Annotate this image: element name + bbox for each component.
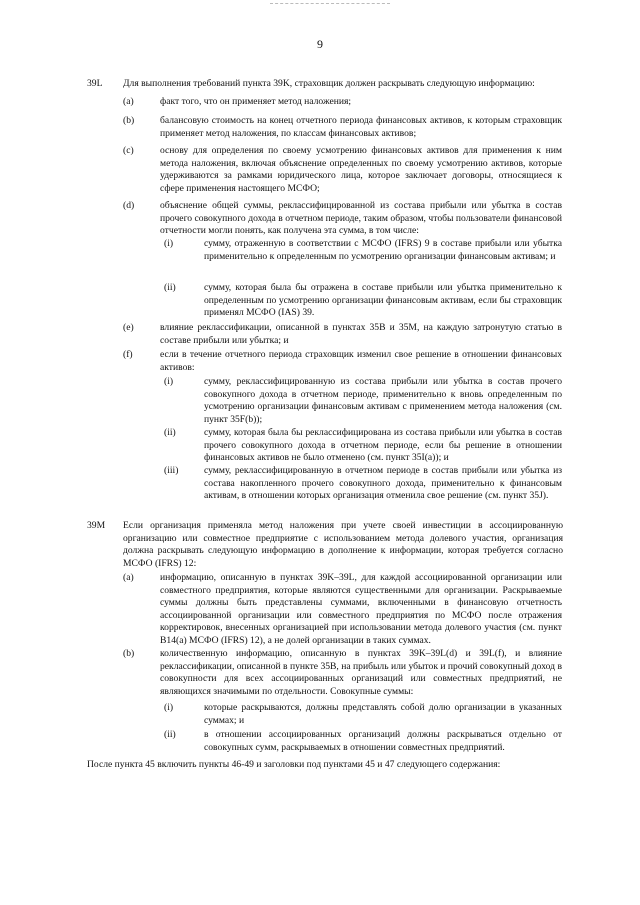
item-label: (e) [123,322,134,333]
item-text: факт того, что он применяет метод наложения; [160,96,352,107]
closing-instruction: После пункта 45 включить пункты 46-49 и заголовки под пунктами 45 и 47 следующего содержания: [87,759,501,770]
paragraph-number-39M: 39M [87,520,106,531]
scan-edge-mark [270,3,390,4]
paragraph-39L-intro: Для выполнения требований пункта 39K, страховщик должен раскрывать следующую информацию: [123,78,535,89]
item-label: (a) [123,572,134,583]
paragraph-number-39L: 39L [87,78,103,89]
subitem-label: (iii) [164,465,179,476]
item-text: если в течение отчетного периода страховщик изменил свое решение в отношении финансовых активов: [160,349,562,373]
item-text: балансовую стоимость на конец отчетного периода финансовых активов, к которым страховщик применяет метод наложения, по классам финансовых активов; [160,115,562,139]
page-number: 9 [317,37,323,51]
item-text: объяснение общей суммы, реклассифицированной из состава прибыли или убытка в состав прочего совокупного дохода в отчетном периоде, таким образом, чтобы пользователи финансовой отчетности могли понять, как получена эта сумма, в том числе: [160,200,562,237]
subitem-text: сумму, реклассифицированную из состава прибыли или убытка в состав прочего совокупного дохода в отчетном периоде, применительно к вновь определенным по усмотрению организации финансовым активам с применением метода наложения (см. пункт 35F(b)); [204,376,562,425]
item-label: (c) [123,145,134,156]
item-label: (f) [123,349,133,360]
subitem-label: (i) [164,376,174,387]
subitem-text: сумму, реклассифицированную в отчетном периоде в состав прибыли или убытка из состава накопленного прочего совокупного дохода, применительно к финансовым активам, в отношении которых организация отменила свое решение (см. пункт 35J). [204,465,562,502]
item-label: (b) [123,648,135,659]
subitem-text: сумму, отраженную в соответствии с МСФО (IFRS) 9 в составе прибыли или убытка применительно к определенным по усмотрению организации финансовым активам; и [204,238,562,262]
subitem-text: в отношении ассоциированных организаций должны раскрываться отдельно от совокупных сумм, раскрываемых в отношении совместных предприятий. [204,729,562,753]
subitem-text: сумму, которая была бы реклассифицирована из состава прибыли или убытка в состав прочего совокупного дохода в отчетном периоде, если бы решение в отношении финансовых активов не было отменено (см. пункт 35I(a)); и [204,427,562,464]
item-label: (a) [123,96,134,107]
item-label: (b) [123,115,135,126]
subitem-label: (ii) [164,427,176,438]
subitem-label: (ii) [164,282,176,293]
item-text: информацию, описанную в пунктах 39K–39L, для каждой ассоциированной организации или совместного предприятия, которые являются существенными для организации. Раскрываемые суммы должны быть представлены суммами, включенными в финансовую отчетность ассоциированной организации или совместного предприятия по МСФО после отражения корректировок, внесенных организацией при использовании метода долевого участия (см. пункт B14(a) МСФО (IFRS) 12), а не долей организации в таких суммах. [160,572,562,646]
subitem-text: сумму, которая была бы отражена в составе прибыли или убытка применительно к определенным по усмотрению организации финансовым активам, если бы страховщик применял МСФО (IAS) 39. [204,282,562,319]
item-text: количественную информацию, описанную в пунктах 39K–39L(d) и 39L(f), и влияние реклассификации, описанной в пункте 35B, на прибыль или убыток и прочий совокупный доход в совокупности для всех ассоциированных организаций или совместных предприятий, не являющихся значимыми по отдельности. Совокупные суммы: [160,648,562,697]
item-label: (d) [123,200,135,211]
subitem-label: (i) [164,702,174,713]
item-text: влияние реклассификации, описанной в пунктах 35B и 35M, на каждую затронутую статью в составе прибыли или убытка; и [160,322,562,346]
subitem-text: которые раскрываются, должны представлять собой долю организации в указанных суммах; и [204,702,562,726]
subitem-label: (i) [164,238,174,249]
subitem-label: (ii) [164,729,176,740]
item-text: основу для определения по своему усмотрению финансовых активов для применения к ним метода наложения, включая объяснение определенных по своему усмотрению активов, которые удерживаются за рамками юридического лица, которое заключает договоры, относящиеся к сфере применения настоящего МСФО; [160,145,562,194]
paragraph-39M-intro: Если организация применяла метод наложения при учете своей инвестиции в ассоциированную организацию или совместное предприятие с использованием метода долевого участия, организация должна раскрывать следующую информацию в дополнение к информации, которая требуется согласно МСФО (IFRS) 12: [123,520,563,569]
